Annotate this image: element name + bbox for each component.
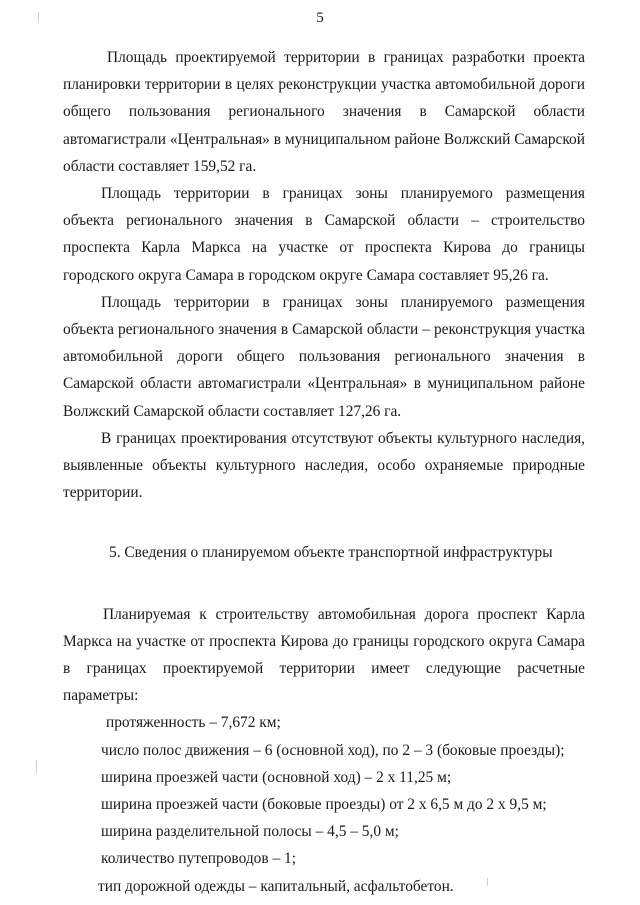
paragraph-central-highway-zone-area: Площадь территории в границах зоны планируемого размещения объекта регионального значения в Самарской области – реконструкция участка автомобильной дороги общего пользования регионального значения в Самарской области автомагистрали «Центральная» в муниципальном районе Волжский Самарской области составляет 127,26 га.	[63, 293, 585, 420]
parameter-item-overpass-count: количество путепроводов – 1;	[101, 850, 297, 868]
scan-artifact-left-lower	[36, 760, 37, 774]
parameter-item-lanes: число полос движения – 6 (основной ход), по 2 – 3 (боковые проезды);	[101, 741, 565, 759]
parameter-item-side-carriageway-width: ширина проезжей части (боковые проезды) от 2 х 6,5 м до 2 х 9,5 м;	[101, 796, 547, 814]
document-body	[63, 44, 585, 900]
paragraph-cultural-heritage: В границах проектирования отсутствуют объекты культурного наследия, выявленные объекты культурного наследия, особо охраняемые природные территории.	[63, 429, 585, 502]
section-heading: 5. Сведения о планируемом объекте транспортной инфраструктуры	[109, 544, 553, 562]
scan-artifact-right	[487, 878, 488, 886]
parameter-item-pavement-type: тип дорожной одежды – капитальный, асфальтобетон.	[98, 877, 454, 895]
parameter-item-length: протяженность – 7,672 км;	[106, 714, 281, 732]
parameter-item-median-width: ширина разделительной полосы – 4,5 – 5,0 м;	[101, 823, 399, 841]
page-number: 5	[316, 10, 324, 26]
parameter-item-main-carriageway-width: ширина проезжей части (основной ход) – 2 х 11,25 м;	[101, 768, 452, 786]
scan-artifact-left	[38, 12, 39, 22]
section-intro-paragraph: Планируемая к строительству автомобильная дорога проспект Карла Маркса на участке от проспекта Кирова до границы городского округа Самара в границах проектируемой территории имеет следующие расчетные параметры:	[63, 605, 585, 705]
paragraph-total-area: Площадь проектируемой территории в границах разработки проекта планировки территории в целях реконструкции участка автомобильной дороги общего пользования регионального значения в Самарской области автомагистрали «Центральная» в муниципальном районе Волжский Самарской области составляет 159,52 га.	[63, 49, 585, 175]
paragraph-karl-marx-zone-area: Площадь территории в границах зоны планируемого размещения объекта регионального значения в Самарской области – строительство проспекта Карла Маркса на участке от проспекта Кирова до границы городского округа Самара в городском округе Самара составляет 95,26 га.	[63, 185, 585, 284]
